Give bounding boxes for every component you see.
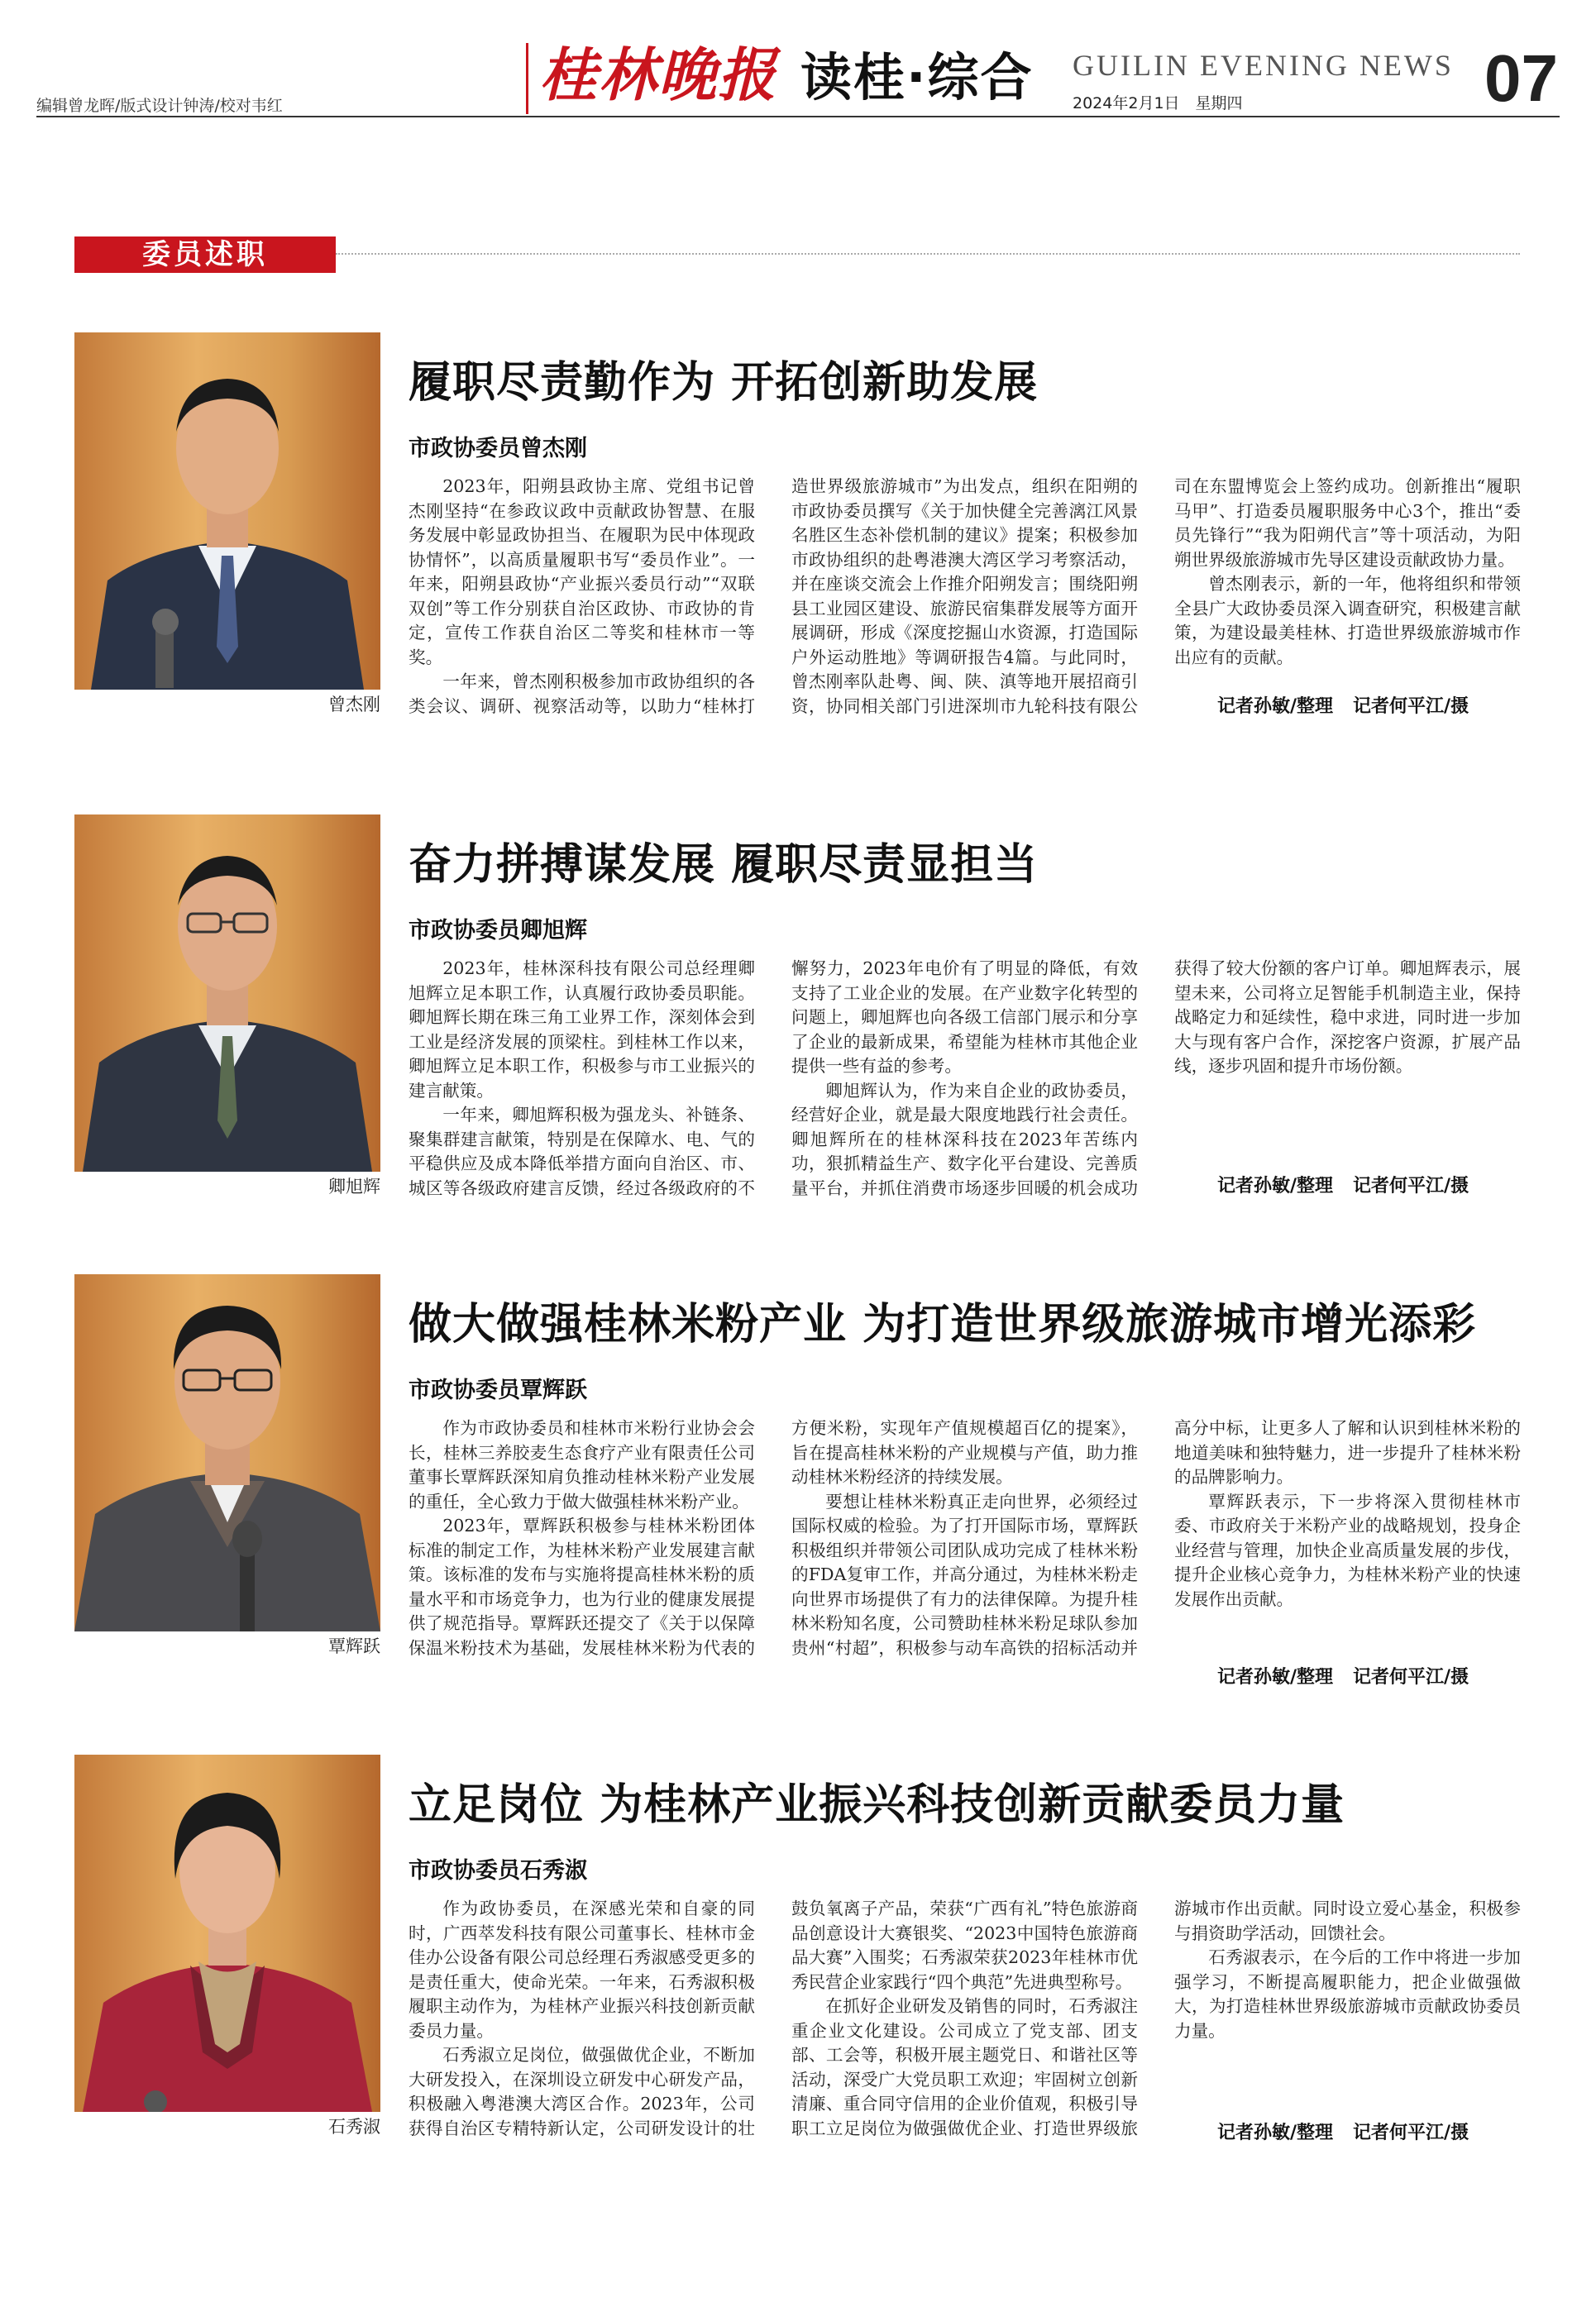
credit-writer: 记者孙敏/整理 (1217, 696, 1334, 717)
logo-divider (526, 43, 528, 114)
credit-photographer: 记者何平江/摄 (1353, 1667, 1469, 1688)
article-body (409, 957, 1521, 1205)
article-headline: 奋力拼搏谋发展 履职尽责显担当 (409, 840, 1039, 890)
portrait-photo (74, 814, 380, 1172)
paragraph: 2023年，覃辉跃积极参与桂林米粉团体标准的制定工作，为桂林米粉产业发展建言献策。该标准的发布与实施将提高桂林米粉的质量水平和市场竞争力，也为行业的健康发展提供了规范指导。覃辉跃还提交了《关于以保障保温米粉技术为基础，发展桂林米粉为代表的方便米粉，实现年产值规模超百亿的提案》，旨在提高桂林米粉的产业规模与产值，助力推动桂林米粉经济的持续发展。 (409, 1418, 1138, 1658)
paragraph: 曾杰刚表示，新的一年，他将组织和带领全县广大政协委员深入调查研究，积极建言献策，为建设最美桂林、打造世界级旅游城市作出应有的贡献。 (1174, 574, 1521, 667)
paragraph: 覃辉跃表示，下一步将深入贯彻桂林市委、市政府关于米粉产业的战略规划，投身企业经营与管理，加快企业高质量发展的步伐，提升企业核心竞争力，为桂林米粉产业的快速发展作出贡献。 (1174, 1491, 1521, 1609)
article-byline: 市政协委员石秀淑 (409, 1858, 587, 1884)
article-credit (1217, 2119, 1523, 2144)
photo-caption: 覃辉跃 (328, 1636, 380, 1656)
paragraph: 一年来，卿旭辉积极为强龙头、补链条、聚集群建言献策，特别是在保障水、电、气的平稳供应及成本降低举措方面向自治区、市、城区等各级政府建言反馈，经过各级政府的不懈努力，2023年电价有了明显的降低，有效支持了工业企业的发展。在产业数字化转型的问题上，卿旭辉也向各级工信部门展示和分享了企业的最新成果，希望能为桂林市其他企业提供一些有益的参考。 (409, 958, 1138, 1198)
paragraph: 作为市政协委员和桂林市米粉行业协会会长，桂林三养胶麦生态食疗产业有限责任公司董事长覃辉跃深知肩负推动桂林米粉产业发展的重任，全心致力于做大做强桂林米粉产业。 (409, 1418, 755, 1512)
article-headline: 履职尽责勤作为 开拓创新助发展 (409, 358, 1039, 408)
credit-photographer: 记者何平江/摄 (1353, 1176, 1469, 1197)
article-credit (1217, 692, 1523, 718)
paragraph: 2023年，阳朔县政协主席、党组书记曾杰刚坚持“在参政议政中贡献政协智慧、在服务发展中彰显政协担当、在履职为民中体现政协情怀”，以高质量履职书写“委员作业”。一年来，阳朔县政协“产业振兴委员行动”“双联双创”等工作分别获自治区政协、市政协的肯定，宣传工作获自治区二等奖和桂林市一等奖。 (409, 476, 755, 667)
credit-writer: 记者孙敏/整理 (1217, 1667, 1334, 1688)
article-byline: 市政协委员卿旭辉 (409, 918, 587, 943)
editor-credits: 编辑曾龙晖/版式设计钟涛/校对韦红 (36, 97, 283, 115)
paragraph: 石秀淑表示，在今后的工作中将进一步加强学习，不断提高履职能力，把企业做强做大，为打造桂林世界级旅游城市贡献政协委员力量。 (1174, 1947, 1521, 2041)
paragraph: 一年来，曾杰刚积极参加市政协组织的各类会议、调研、视察活动等，以助力“桂林打造世界级旅游城市”为出发点，组织在阳朔的市政协委员撰写《关于加快健全完善漓江风景名胜区生态补偿机制的建议》提案；积极参加市政协组织的赴粤港澳大湾区学习考察活动，并在座谈交流会上作推介阳朔发言；围绕阳朔县工业园区建设、旅游民宿集群发展等方面开展调研，形成《深度挖掘山水资源，打造国际户外运动胜地》等调研报告4篇。与此同时，曾杰刚率队赴粤、闽、陕、滇等地开展招商引资，协同相关部门引进深圳市九轮科技有限公司在东盟博览会上签约成功。创新推出“履职马甲”、打造委员履职服务中心3个，推出“委员先锋行”“我为阳朔代言”等十项活动，为阳朔世界级旅游城市先导区建设贡献政协力量。 (409, 476, 1521, 716)
photo-caption: 卿旭辉 (328, 1177, 380, 1197)
article-body (409, 475, 1521, 723)
masthead-rule (36, 116, 1560, 117)
page-number: 07 (1484, 41, 1558, 115)
article-body (409, 1416, 1521, 1665)
paragraph: 2023年，桂林深科技有限公司总经理卿旭辉立足本职工作，认真履行政协委员职能。卿旭辉长期在珠三角工业界工作，深刻体会到工业是经济发展的顶梁柱。到桂林工作以来，卿旭辉立足本职工作，积极参与市工业振兴的建言献策。 (409, 958, 755, 1101)
english-title: GUILIN EVENING NEWS (1073, 49, 1454, 82)
paragraph: 石秀淑立足岗位，做强做优企业，不断加大研发投入，在深圳设立研发中心研发产品，积极融入粤港澳大湾区合作。2023年，公司获得自治区专精特新认定，公司研发设计的壮鼓负氧离子产品，荣获“广西有礼”特色旅游商品创意设计大赛银奖、“2023中国特色旅游商品大赛”入围奖；石秀淑荣获2023年桂林市优秀民营企业家践行“四个典范”先进典型称号。 (409, 1899, 1138, 2138)
article-body (409, 1897, 1521, 2145)
article-credit (1217, 1663, 1523, 1689)
article-headline: 立足岗位 为桂林产业振兴科技创新贡献委员力量 (409, 1780, 1345, 1830)
credit-photographer: 记者何平江/摄 (1353, 696, 1469, 717)
newspaper-logo: 桂林晚报 (539, 41, 777, 109)
issue-date: 2024年2月1日 星期四 (1073, 94, 1243, 112)
article-headline: 做大做强桂林米粉产业 为打造世界级旅游城市增光添彩 (409, 1300, 1477, 1349)
paragraph: 卿旭辉认为，作为来自企业的政协委员，经营好企业，就是最大限度地践行社会责任。卿旭辉所在的桂林深科技在2023年苦练内功，狠抓精益生产、数字化平台建设、完善质量平台，并抓住消费市场逐步回暖的机会成功获得了较大份额的客户订单。卿旭辉表示，展望未来，公司将立足智能手机制造主业，保持战略定力和延续性，稳中求进，同时进一步加大与现有客户合作，深挖客户资源，扩展产品线，逐步巩固和提升市场份额。 (791, 958, 1521, 1198)
credit-writer: 记者孙敏/整理 (1217, 2123, 1334, 2143)
column-heading-rule (336, 253, 1520, 255)
portrait-photo (74, 332, 380, 690)
credit-photographer: 记者何平江/摄 (1353, 2123, 1469, 2143)
portrait-photo (74, 1755, 380, 2112)
portrait-photo (74, 1274, 380, 1631)
credit-writer: 记者孙敏/整理 (1217, 1176, 1334, 1197)
photo-caption: 曾杰刚 (328, 695, 380, 714)
paragraph: 在抓好企业研发及销售的同时，石秀淑注重企业文化建设。公司成立了党支部、团支部、工会等，积极开展主题党日、和谐社区等活动，深受广大党员职工欢迎；牢固树立创新清廉、重合同守信用的企业价值观，积极引导职工立足岗位为做强做优企业、打造世界级旅游城市作出贡献。同时设立爱心基金，积极参与捐资助学活动，回馈社会。 (791, 1899, 1521, 2138)
article-credit (1217, 1172, 1523, 1197)
column-heading: 委员述职 (74, 236, 336, 273)
photo-caption: 石秀淑 (328, 2117, 380, 2137)
article-byline: 市政协委员曾杰刚 (409, 436, 587, 461)
paragraph: 要想让桂林米粉真正走向世界，必须经过国际权威的检验。为了打开国际市场，覃辉跃积极组织并带领公司团队成功完成了桂林米粉的FDA复审工作，并高分通过，为桂林米粉走向世界市场提供了有力的法律保障。为提升桂林米粉知名度，公司赞助桂林米粉足球队参加贵州“村超”，积极参与动车高铁的招标活动并高分中标，让更多人了解和认识到桂林米粉的地道美味和独特魅力，进一步提升了桂林米粉的品牌影响力。 (791, 1418, 1521, 1658)
section-title: 读桂·综合 (800, 47, 1034, 107)
article-byline: 市政协委员覃辉跃 (409, 1378, 587, 1403)
paragraph: 作为政协委员，在深感光荣和自豪的同时，广西萃发科技有限公司董事长、桂林市金佳办公设备有限公司总经理石秀淑感受更多的是责任重大，使命光荣。一年来，石秀淑积极履职主动作为，为桂林产业振兴科技创新贡献委员力量。 (409, 1899, 755, 2041)
masthead (0, 0, 1596, 116)
